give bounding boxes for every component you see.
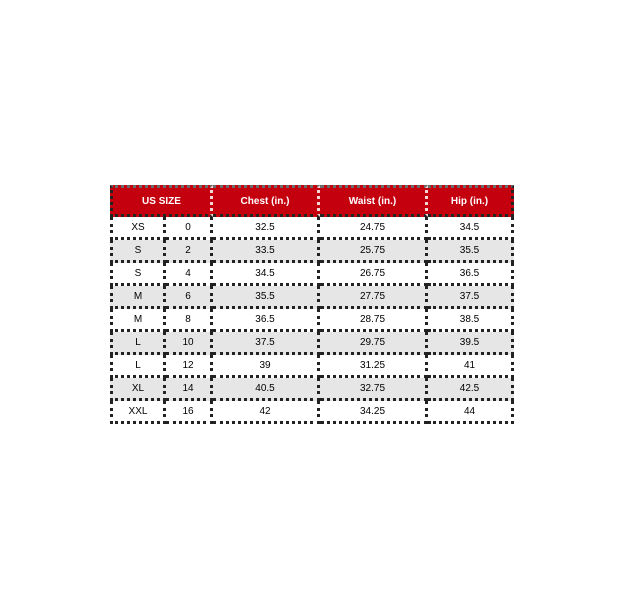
table-row <box>110 240 514 263</box>
waist-cell: 27.75 <box>320 286 428 309</box>
size-label-cell: L <box>110 355 166 378</box>
table-row <box>110 378 514 401</box>
header-waist: Waist (in.) <box>320 185 428 217</box>
waist-cell: 29.75 <box>320 332 428 355</box>
waist-cell: 32.75 <box>320 378 428 401</box>
size-number-cell: 12 <box>166 355 213 378</box>
header-us-size: US SIZE <box>110 185 213 217</box>
header-row <box>110 185 514 217</box>
chest-cell: 34.5 <box>213 263 320 286</box>
chest-cell: 33.5 <box>213 240 320 263</box>
waist-cell: 26.75 <box>320 263 428 286</box>
size-label-cell: XXL <box>110 401 166 424</box>
size-chart-table <box>110 185 514 424</box>
hip-cell: 34.5 <box>428 217 514 240</box>
chest-cell: 37.5 <box>213 332 320 355</box>
size-number-cell: 10 <box>166 332 213 355</box>
chest-cell: 35.5 <box>213 286 320 309</box>
waist-cell: 34.25 <box>320 401 428 424</box>
table-row <box>110 332 514 355</box>
waist-cell: 31.25 <box>320 355 428 378</box>
size-number-cell: 4 <box>166 263 213 286</box>
table-row <box>110 355 514 378</box>
chest-cell: 39 <box>213 355 320 378</box>
chest-cell: 42 <box>213 401 320 424</box>
size-number-cell: 2 <box>166 240 213 263</box>
size-label-cell: M <box>110 286 166 309</box>
waist-cell: 28.75 <box>320 309 428 332</box>
hip-cell: 36.5 <box>428 263 514 286</box>
chest-cell: 36.5 <box>213 309 320 332</box>
size-label-cell: S <box>110 240 166 263</box>
table-row <box>110 309 514 332</box>
hip-cell: 42.5 <box>428 378 514 401</box>
size-number-cell: 0 <box>166 217 213 240</box>
table-row <box>110 401 514 424</box>
size-label-cell: L <box>110 332 166 355</box>
size-number-cell: 8 <box>166 309 213 332</box>
size-label-cell: XS <box>110 217 166 240</box>
hip-cell: 35.5 <box>428 240 514 263</box>
table-row <box>110 286 514 309</box>
waist-cell: 24.75 <box>320 217 428 240</box>
size-label-cell: XL <box>110 378 166 401</box>
header-chest: Chest (in.) <box>213 185 320 217</box>
table-row <box>110 217 514 240</box>
size-number-cell: 16 <box>166 401 213 424</box>
hip-cell: 44 <box>428 401 514 424</box>
waist-cell: 25.75 <box>320 240 428 263</box>
size-label-cell: M <box>110 309 166 332</box>
hip-cell: 38.5 <box>428 309 514 332</box>
table-row <box>110 263 514 286</box>
hip-cell: 41 <box>428 355 514 378</box>
header-hip: Hip (in.) <box>428 185 514 217</box>
size-number-cell: 6 <box>166 286 213 309</box>
chest-cell: 40.5 <box>213 378 320 401</box>
size-number-cell: 14 <box>166 378 213 401</box>
chest-cell: 32.5 <box>213 217 320 240</box>
size-label-cell: S <box>110 263 166 286</box>
hip-cell: 39.5 <box>428 332 514 355</box>
hip-cell: 37.5 <box>428 286 514 309</box>
